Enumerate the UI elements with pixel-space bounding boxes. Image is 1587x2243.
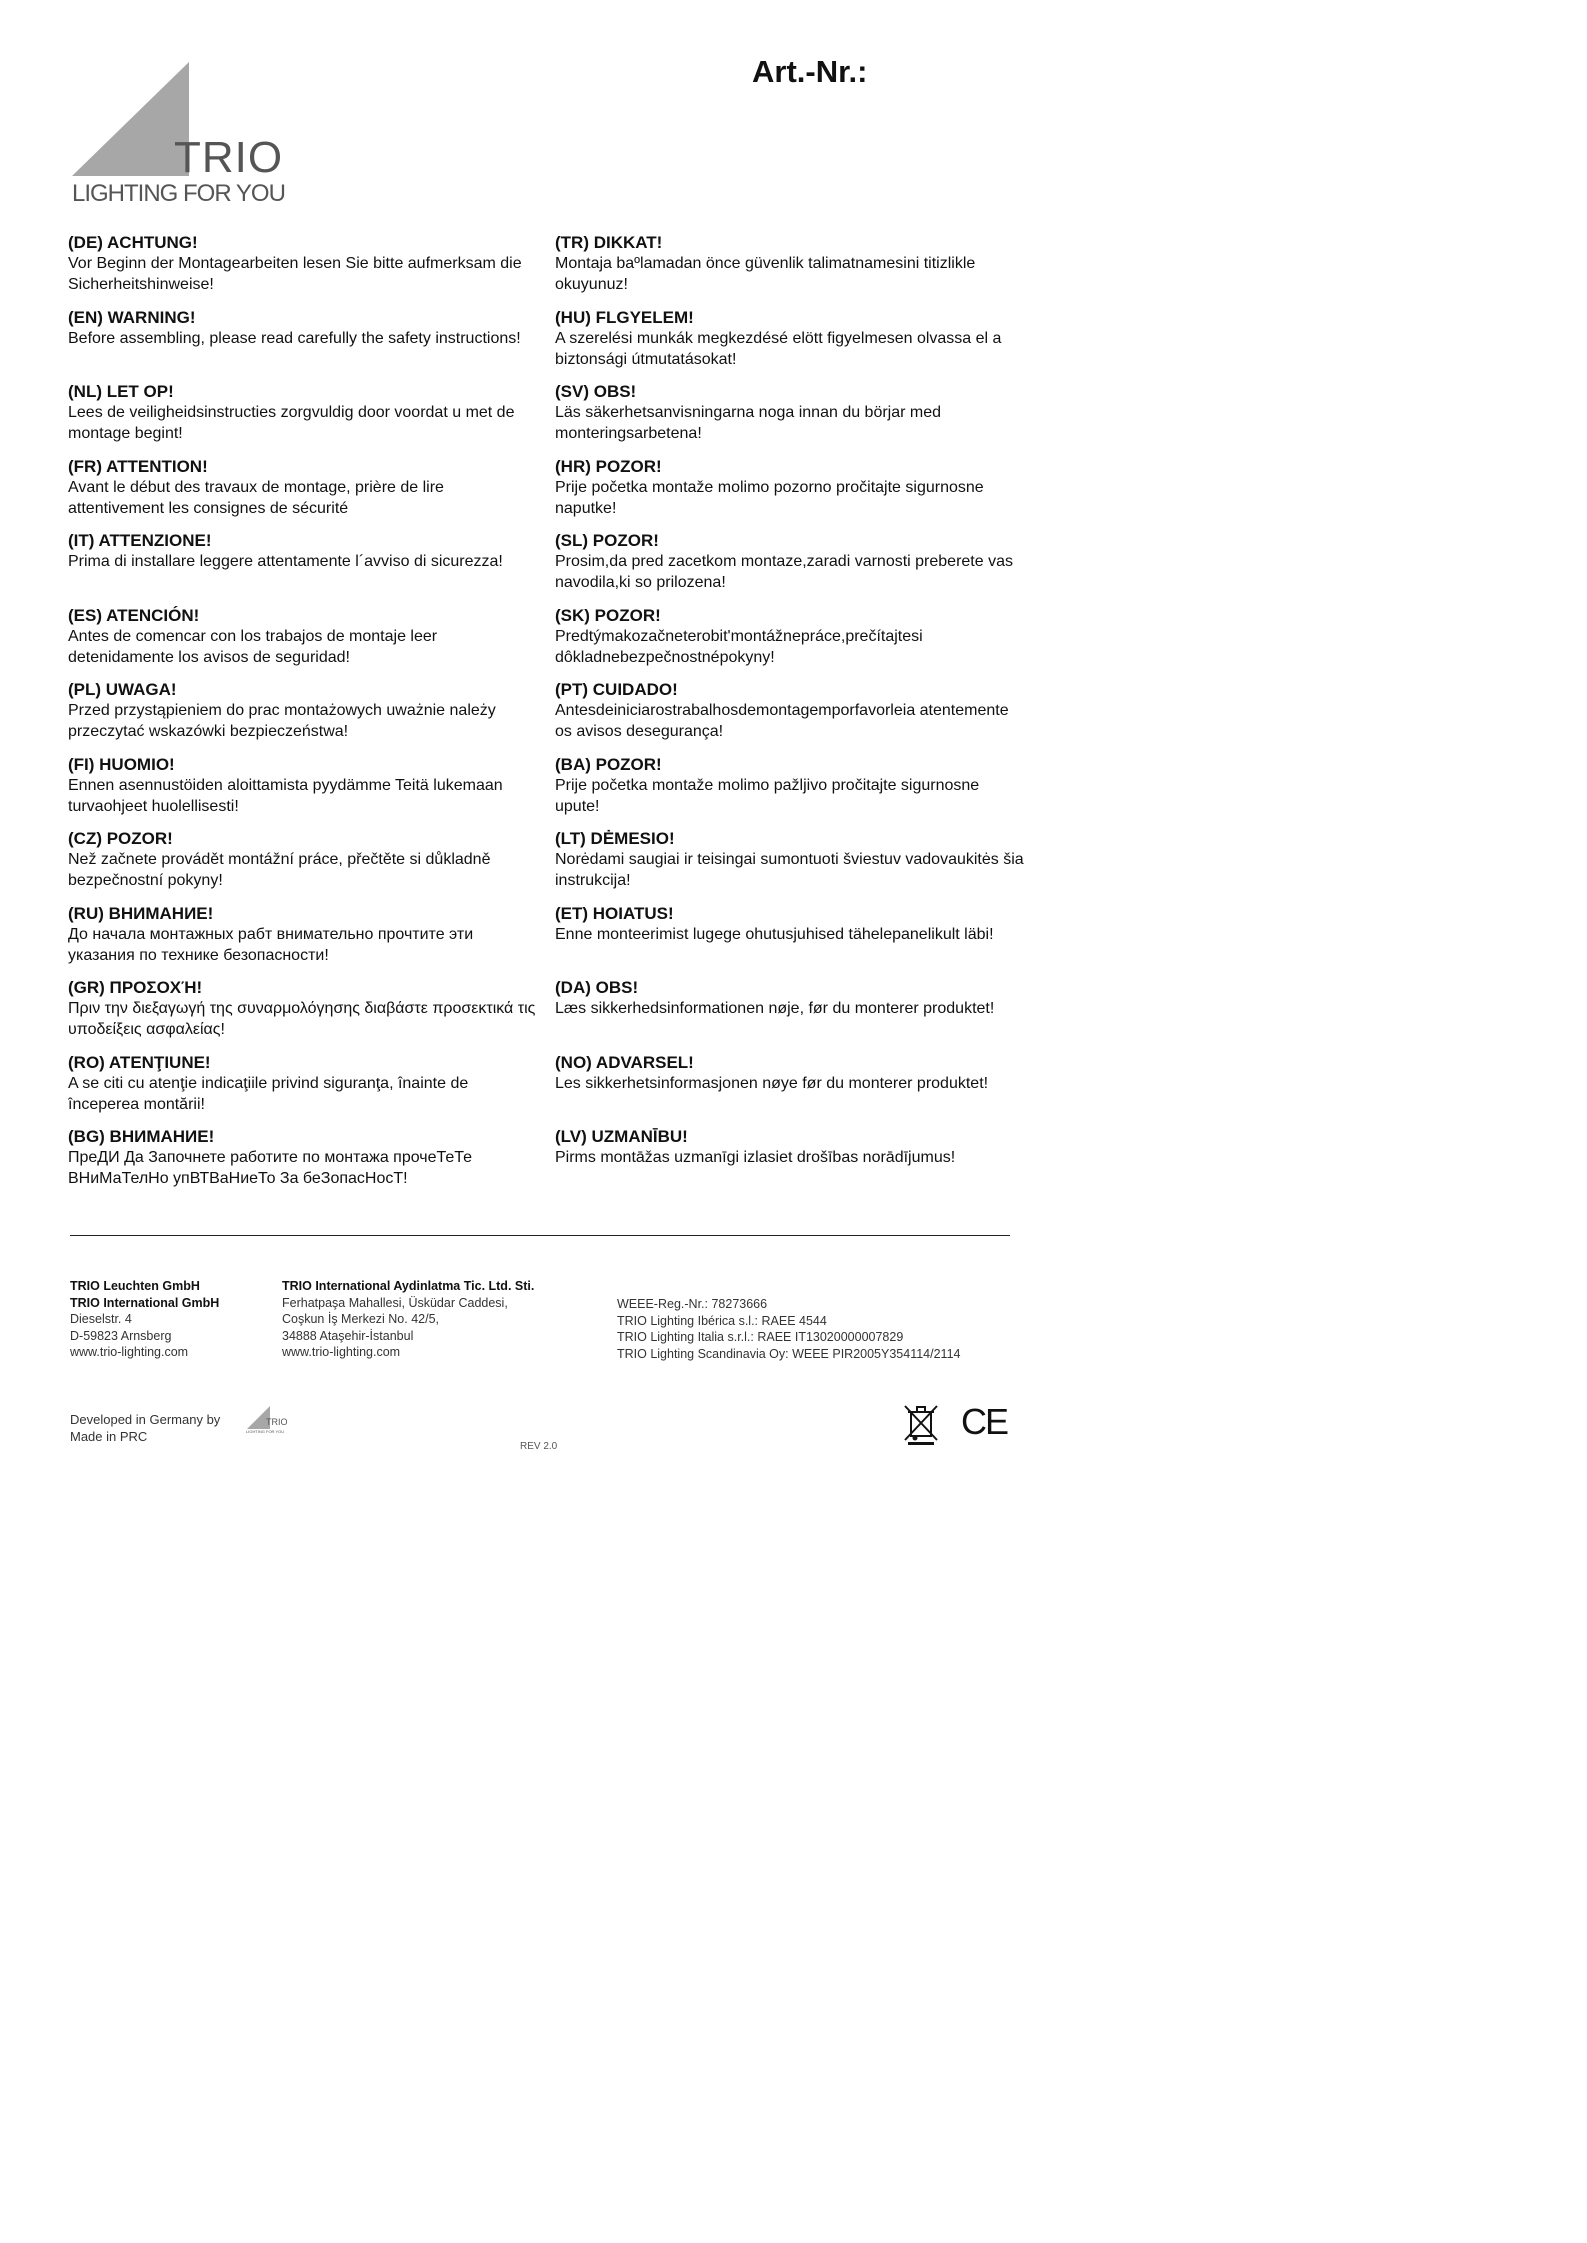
address-trio-germany — [70, 1278, 219, 1361]
warning-ba — [555, 754, 1025, 829]
warning-tr — [555, 232, 1025, 307]
warning-it — [68, 530, 538, 605]
warning-text: Prima di installare leggere attentamente l´avviso di sicurezza! — [68, 553, 503, 570]
warning-heading: (ES) ATENCIÓN! — [68, 605, 200, 625]
website-link[interactable]: www.trio-lighting.com — [282, 1345, 401, 1359]
registration-line: WEEE-Reg.-Nr.: 78273666 — [617, 1297, 768, 1311]
warnings-right-column — [555, 232, 1025, 1201]
trio-logo — [70, 60, 290, 210]
warning-text: Lees de veiligheidsinstructies zorgvuldig door voordat u met de montage begint! — [68, 404, 515, 442]
warning-heading: (SV) OBS! — [555, 382, 637, 401]
made-in-label: Made in PRC — [70, 1428, 148, 1444]
warning-text: Before assembling, please read carefully the safety instructions! — [68, 329, 521, 347]
warning-text: Pirms montāžas uzmanīgi izlasiet drošības norādījumus! — [555, 1149, 956, 1166]
registration-line: TRIO Lighting Scandinavia Oy: WEEE PIR2005Y354114/2114 — [617, 1346, 961, 1361]
revision-label: REV 2.0 — [520, 1441, 558, 1452]
origin-info — [70, 1412, 220, 1445]
warning-text: Prije početka montaže molimo pozorno pročitajte sigurnosne naputke! — [555, 478, 984, 517]
warning-heading: (FR) ATTENTION! — [68, 456, 208, 476]
warning-heading: (RO) ATENŢIUNE! — [68, 1052, 211, 1072]
developed-label: Developed in Germany by — [70, 1412, 221, 1427]
warning-heading: (PT) CUIDADO! — [555, 680, 678, 699]
footer-divider — [70, 1235, 1010, 1236]
weee-registrations — [617, 1296, 961, 1362]
warning-heading: (LV) UZMANĪBU! — [555, 1127, 688, 1146]
warning-et — [555, 903, 1025, 978]
trio-mini-logo — [246, 1404, 300, 1438]
warning-text: Prosim,da pred zacetkom montaze,zaradi varnosti preberete vas navodila,ki so prilozena! — [555, 553, 1013, 591]
warning-es — [68, 605, 538, 680]
warning-text: Πριν την διεξαγωγή της συναρμολόγησης διαβάστε προσεκτικά τις υποδείξεις ασφαλείας! — [68, 1000, 536, 1038]
warning-lt — [555, 828, 1025, 903]
warning-heading: (HR) POZOR! — [555, 456, 662, 476]
warning-pl — [68, 679, 538, 754]
warning-text: Norėdami saugiai ir teisingai sumontuoti šviestuv vadovaukitės šia instrukcija! — [555, 851, 1024, 889]
warning-text: Antesdeiniciarostrabalhosdemontagemporfavorleia atentemente os avisos desegurança! — [555, 702, 1009, 740]
address-trio-turkey — [282, 1278, 534, 1361]
warning-heading: (FI) HUOMIO! — [68, 754, 175, 774]
registration-line: TRIO Lighting Italia s.r.l.: RAEE IT13020000007829 — [617, 1330, 904, 1344]
warning-text: Läs säkerhetsanvisningarna noga innan du börjar med monteringsarbetena! — [555, 404, 942, 442]
warning-fr — [68, 456, 538, 531]
warning-text: Vor Beginn der Montagearbeiten lesen Sie bitte aufmerksam die Sicherheitshinweise! — [68, 255, 522, 293]
mini-brand-name: TRIO — [266, 1417, 288, 1427]
warning-heading: (CZ) POZOR! — [68, 829, 173, 848]
warning-lv — [555, 1126, 1025, 1201]
warning-pt — [555, 679, 1025, 754]
warning-heading: (DE) ACHTUNG! — [68, 233, 198, 252]
warning-de — [68, 232, 538, 307]
warning-heading: (PL) UWAGA! — [68, 680, 177, 699]
warning-text: Predtýmakozačneterobit'montážnepráce,prečítajtesi dôkladnebezpečnostnépokyny! — [555, 627, 923, 666]
warning-text: Avant le début des travaux de montage, prière de lire attentivement les consignes de sécurité — [68, 478, 444, 517]
warning-fi — [68, 754, 538, 829]
company-name: TRIO International GmbH — [70, 1295, 220, 1310]
warning-text: Než začnete provádět montážní práce, přečtěte si důkladně bezpečnostní pokyny! — [68, 851, 491, 889]
address-district: Ferhatpaşa Mahallesi, Üsküdar Caddesi, — [282, 1295, 508, 1310]
address-street: Dieselstr. 4 — [70, 1312, 132, 1326]
warning-hu — [555, 307, 1025, 382]
warning-heading: (NL) LET OP! — [68, 382, 174, 401]
warning-heading: (IT) ATTENZIONE! — [68, 531, 212, 550]
warning-ro — [68, 1052, 538, 1127]
warning-ru — [68, 903, 538, 978]
ce-mark-icon: CE — [961, 1401, 1008, 1442]
warning-da — [555, 977, 1025, 1052]
warning-text: Ennen asennustöiden aloittamista pyydämme Teitä lukemaan turvaohjeet huolellisesti! — [68, 776, 503, 815]
warning-nl — [68, 381, 538, 456]
warning-sv — [555, 381, 1025, 456]
company-name: TRIO Leuchten GmbH — [70, 1279, 200, 1293]
website-link[interactable]: www.trio-lighting.com — [70, 1345, 189, 1359]
warning-cz — [68, 828, 538, 903]
warning-text: До начала монтажных рабт внимательно прочтите эти указания по технике безопасности! — [68, 925, 474, 964]
warning-en — [68, 307, 538, 382]
warnings-left-column — [68, 232, 538, 1201]
company-name: TRIO International Aydinlatma Tic. Ltd. Sti. — [282, 1279, 535, 1293]
warning-sl — [555, 530, 1025, 605]
warning-sk — [555, 605, 1025, 680]
warning-bg — [68, 1126, 538, 1201]
warning-heading: (SL) POZOR! — [555, 531, 659, 550]
warning-heading: (LT) DĖMESIO! — [555, 829, 675, 848]
warning-heading: (ET) HOIATUS! — [555, 903, 674, 923]
weee-crossed-bin-icon — [902, 1402, 940, 1446]
warning-heading: (RU) ВНИМАНИЕ! — [68, 903, 214, 923]
warning-heading: (TR) DIKKAT! — [555, 233, 663, 252]
address-building: Coşkun İş Merkezi No. 42/5, — [282, 1312, 440, 1326]
warning-no — [555, 1052, 1025, 1127]
warning-heading: (NO) ADVARSEL! — [555, 1052, 694, 1072]
warning-heading: (EN) WARNING! — [68, 307, 196, 327]
warning-text: Les sikkerhetsinformasjonen nøye før du monterer produktet! — [555, 1074, 989, 1092]
warning-text: Antes de comencar con los trabajos de montaje leer detenidamente los avisos de seguridad! — [68, 627, 438, 666]
warning-heading: (BG) ВНИМАНИЕ! — [68, 1127, 215, 1146]
warning-text: Prije početka montaže molimo pažljivo pročitajte sigurnosne upute! — [555, 776, 980, 815]
warning-text: Læs sikkerhedsinformationen nøje, før du monterer produktet! — [555, 1000, 995, 1017]
warning-heading: (GR) ΠΡΟΣΟΧΉ! — [68, 978, 203, 997]
warning-heading: (DA) OBS! — [555, 978, 639, 997]
registration-line: TRIO Lighting Ibérica s.l.: RAEE 4544 — [617, 1313, 827, 1328]
warning-heading: (HU) FLGYELEM! — [555, 307, 694, 327]
warning-text: A se citi cu atenţie indicaţiile privind siguranţa, înainte de începerea montării! — [68, 1074, 469, 1113]
warning-heading: (BA) POZOR! — [555, 754, 662, 774]
mini-brand-tagline: LIGHTING FOR YOU — [246, 1429, 285, 1434]
brand-tagline: LIGHTING FOR YOU — [72, 180, 285, 207]
warning-text: Przed przystąpieniem do prac montażowych uważnie należy przeczytać wskazówki bezpieczeństwa! — [68, 702, 496, 740]
warning-hr — [555, 456, 1025, 531]
warning-heading: (SK) POZOR! — [555, 605, 661, 625]
warning-gr — [68, 977, 538, 1052]
brand-name: TRIO — [174, 133, 284, 182]
warning-text: A szerelési munkák megkezdésé elött figyelmesen olvassa el a biztonsági útmutatásokat! — [555, 329, 1002, 368]
address-city: D-59823 Arnsberg — [70, 1328, 172, 1343]
warning-text: ПреДИ Да Започнете работите по монтажа прочеТеТе ВНиМаТелНо упВТВаНиеТо За беЗопасНосТ! — [68, 1149, 473, 1187]
address-city: 34888 Ataşehir-İstanbul — [282, 1328, 414, 1343]
warning-text: Montaja baºlamadan önce güvenlik talimatnamesini titizlikle okuyunuz! — [555, 255, 976, 293]
article-number-label: Art.-Nr.: — [752, 54, 868, 89]
warning-text: Enne monteerimist lugege ohutusjuhised tähelepanelikult läbi! — [555, 925, 994, 943]
